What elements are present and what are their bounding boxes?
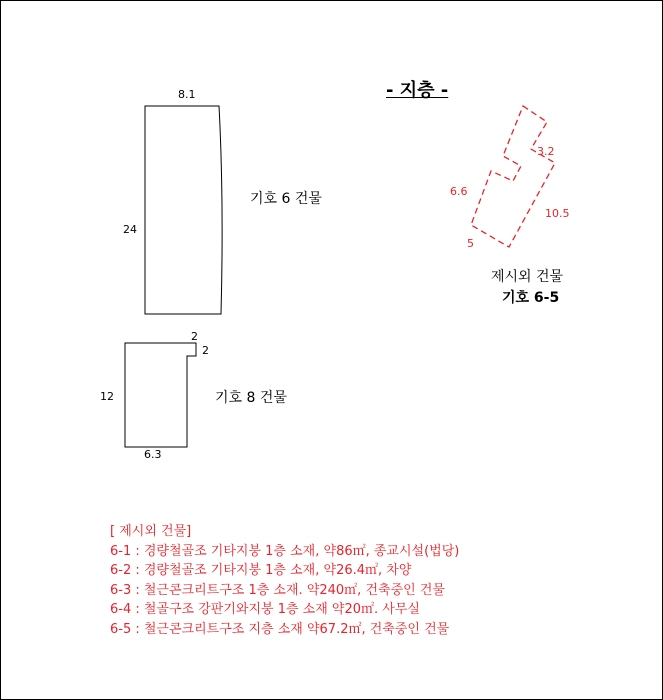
legend [110,522,459,639]
building-8-notch-width-label: 2 [191,330,198,343]
legend-heading: [ 제시외 건물] [110,524,192,539]
building-6-outline [145,106,222,314]
building-6-5-name-line2: 기호 6-5 [502,290,560,306]
legend-item: 6-5 : 철근콘크리트구조 지층 소재 약67.2㎡, 건축중인 건물 [110,621,450,637]
building-8-width-label: 6.3 [144,448,162,461]
legend-item: 6-2 : 경량철골조 기타지붕 1층 소재, 약26.4㎡, 차양 [110,563,412,578]
building-6-5-dim-label-c: 10.5 [545,207,570,220]
building-8-name: 기호 8 건물 [215,390,287,406]
legend-item: 6-3 : 철근콘크리트구조 1층 소재. 약240㎡, 건축중인 건물 [110,582,445,598]
building-6-5-outline [471,106,555,247]
floor-title: - 지층 - [386,80,449,101]
building-6-5-dim-label-b: 6.6 [450,185,468,198]
building-8-length-label: 12 [100,390,114,403]
building-6-5-name-line1: 제시외 건물 [491,269,564,285]
building-6-5-dim-label-d: 5 [467,237,474,250]
legend-item: 6-1 : 경량철골조 기타지붕 1층 소재, 약86㎡, 종교시설(법당) [110,543,460,559]
building-6-5-dim-label-a: 3.2 [537,145,555,158]
building-6-width-label: 8.1 [178,88,196,101]
building-6-name: 기호 6 건물 [250,191,322,207]
building-8-notch-depth-label: 2 [202,344,209,357]
legend-item: 6-4 : 철골구조 강판기와지붕 1층 소재 약20㎡. 사무실 [110,602,420,617]
building-6-length-label: 24 [123,223,137,236]
building-8-outline [125,343,196,447]
